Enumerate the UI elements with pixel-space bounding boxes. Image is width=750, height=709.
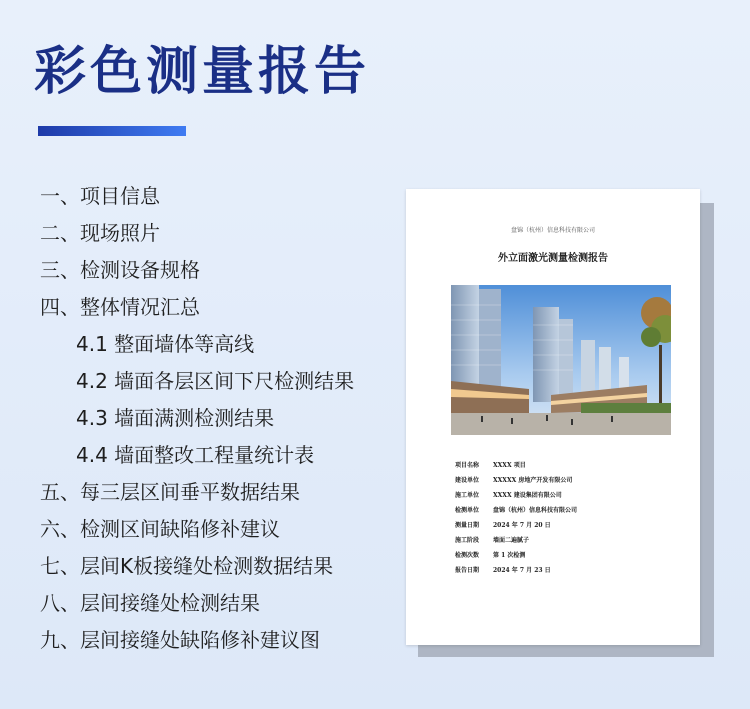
toc-item: 九、层间接缝处缺陷修补建议图 bbox=[40, 628, 320, 652]
building-photo bbox=[451, 285, 671, 435]
document-cover-page bbox=[406, 189, 700, 645]
project-info-table bbox=[455, 458, 577, 578]
info-row bbox=[455, 533, 577, 548]
info-value: 2024 年 7 月 20 日 bbox=[493, 522, 551, 529]
toc-item: 八、层间接缝处检测结果 bbox=[40, 591, 260, 615]
toc-item: 二、现场照片 bbox=[40, 221, 160, 245]
document-company: 盘锦（杭州）信息科技有限公司 bbox=[510, 227, 595, 234]
toc-item: 一、项目信息 bbox=[40, 184, 160, 208]
info-value: XXXXX 房地产开发有限公司 bbox=[493, 477, 573, 484]
page-title: 彩色测量报告 bbox=[34, 42, 371, 102]
info-label: 建设单位 bbox=[455, 477, 480, 484]
document-title: 外立面激光测量检测报告 bbox=[498, 253, 608, 264]
info-value: XXXX 项目 bbox=[493, 462, 526, 469]
info-label: 施工单位 bbox=[455, 492, 480, 499]
info-label: 检测次数 bbox=[455, 552, 480, 559]
toc-subitem: 4.2 墙面各层区间下尺检测结果 bbox=[76, 369, 355, 393]
toc-subitem: 4.3 墙面满测检测结果 bbox=[76, 406, 275, 430]
info-label: 施工阶段 bbox=[455, 537, 480, 544]
info-row bbox=[455, 548, 577, 563]
toc-item: 四、整体情况汇总 bbox=[40, 295, 200, 319]
info-value: 第 1 次检测 bbox=[493, 552, 526, 559]
info-label: 报告日期 bbox=[455, 567, 480, 574]
toc-item: 七、层间K板接缝处检测数据结果 bbox=[40, 554, 334, 578]
info-value: 盘锦（杭州）信息科技有限公司 bbox=[493, 507, 578, 514]
info-value: XXXX 建设集团有限公司 bbox=[493, 492, 562, 499]
toc-item: 六、检测区间缺陷修补建议 bbox=[40, 517, 280, 541]
info-row bbox=[455, 518, 577, 533]
toc-item: 五、每三层区间垂平数据结果 bbox=[40, 480, 300, 504]
info-row bbox=[455, 458, 577, 473]
info-label: 测量日期 bbox=[455, 522, 480, 529]
info-row bbox=[455, 488, 577, 503]
toc-item: 三、检测设备规格 bbox=[40, 258, 200, 282]
info-value: 墙面二遍腻子 bbox=[493, 537, 530, 544]
table-of-contents bbox=[40, 178, 354, 659]
toc-subitem: 4.4 墙面整改工程量统计表 bbox=[76, 443, 315, 467]
info-label: 项目名称 bbox=[455, 462, 480, 469]
toc-subitem: 4.1 整面墙体等高线 bbox=[76, 332, 255, 356]
info-row bbox=[455, 563, 577, 578]
info-value: 2024 年 7 月 23 日 bbox=[493, 567, 551, 574]
title-accent-bar bbox=[38, 126, 186, 136]
info-row bbox=[455, 503, 577, 518]
info-row bbox=[455, 473, 577, 488]
info-label: 检测单位 bbox=[455, 507, 480, 514]
